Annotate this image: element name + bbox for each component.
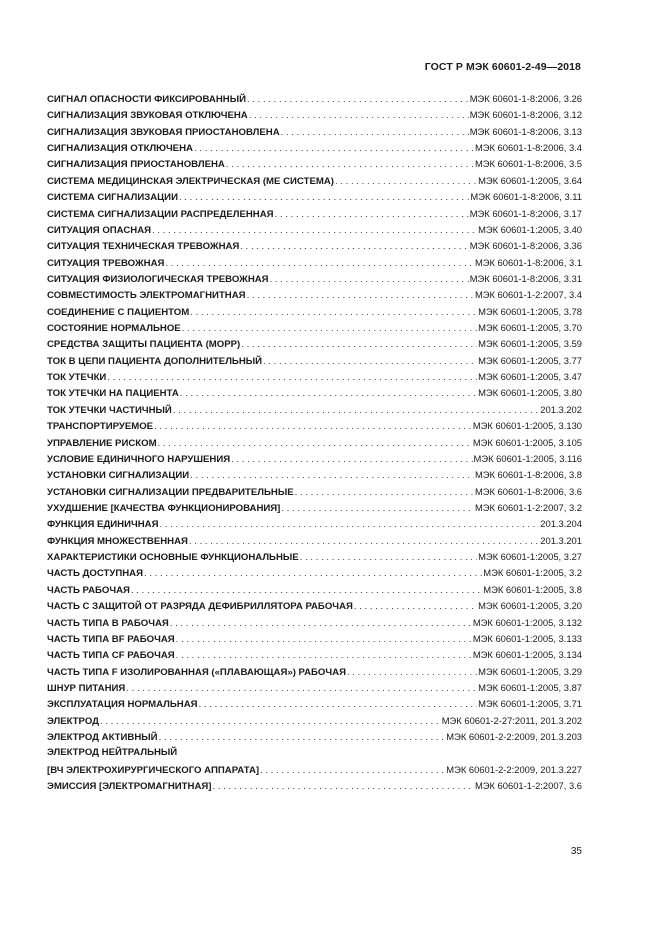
index-entry [47,598,582,614]
dot-leader [194,141,474,156]
index-reference: МЭК 60601-1:2005, 3.132 [472,616,582,628]
index-reference: МЭК 60601-1:2005, 3.59 [478,338,582,350]
index-reference: МЭК 60601-2-2:2009, 201.3.227 [446,763,582,775]
index-reference: МЭК 60601-1:2005, 3.47 [478,371,582,383]
index-reference: МЭК 60601-1-2:2007, 3.4 [474,289,582,301]
index-term: СИГНАЛИЗАЦИЯ ЗВУКОВАЯ ОТКЛЮЧЕНА [47,110,248,122]
dot-leader [275,207,469,222]
index-reference: МЭК 60601-1:2005, 3.8 [483,583,582,595]
index-term: УХУДШЕНИЕ [КАЧЕСТВА ФУНКЦИОНИРОВАНИЯ] [47,502,281,514]
index-reference: МЭК 60601-1:2005, 3.134 [472,649,582,661]
index-entry [47,631,582,647]
index-entry [47,91,582,107]
index-term: ЭЛЕКТРОД НЕЙТРАЛЬНЫЙ [47,747,178,759]
index-reference: МЭК 60601-1:2005, 3.70 [478,322,582,334]
index-entry [47,402,582,418]
index-term: ТРАНСПОРТИРУЕМОЕ [47,421,154,433]
dot-leader [180,386,477,401]
index-reference: МЭК 60601-1:2005, 3.130 [472,420,582,432]
index-term: ТОК УТЕЧКИ НА ПАЦИЕНТА [47,388,179,400]
index-entry [47,336,582,352]
index-entry [47,435,582,451]
dot-leader [270,272,469,287]
index-entry [47,173,582,189]
index-reference: МЭК 60601-1-2:2007, 3.6 [474,780,582,792]
index-term: ЧАСТЬ ТИПА CF РАБОЧАЯ [47,650,175,662]
index-term: СИТУАЦИЯ ТРЕВОЖНАЯ [47,257,165,269]
index-term: ЧАСТЬ ТИПА BF РАБОЧАЯ [47,633,175,645]
index-entry [47,140,582,156]
index-term: ШНУР ПИТАНИЯ [47,682,126,694]
dot-leader [160,517,540,532]
index-entry [47,533,582,549]
index-reference: МЭК 60601-1:2005, 3.71 [478,698,582,710]
index-term: ЧАСТЬ ДОСТУПНАЯ [47,568,144,580]
index-term: ЧАСТЬ ТИПА F ИЗОЛИРОВАННАЯ («ПЛАВАЮЩАЯ») РАБОЧАЯ [47,666,346,678]
index-reference: МЭК 60601-1-8:2006, 3.1 [474,256,582,268]
dot-leader [231,452,472,467]
index-term: ФУНКЦИЯ ЕДИНИЧНАЯ [47,519,159,531]
dot-leader [240,239,468,254]
index-reference: МЭК 60601-1-8:2006, 3.8 [474,469,582,481]
page-header-standard: ГОСТ Р МЭК 60601-2-49—2018 [424,61,581,73]
index-entry [47,713,582,729]
dot-leader [100,714,441,729]
page-number: 35 [570,846,582,857]
index-entry [47,222,582,238]
index-term: СИТУАЦИЯ ОПАСНАЯ [47,224,152,236]
index-term: ЭЛЕКТРОД АКТИВНЫЙ [47,732,158,744]
index-entry [47,451,582,467]
dot-leader [173,403,539,418]
index-reference: МЭК 60601-1:2005, 3.87 [478,681,582,693]
index-term: ЭМИССИЯ [ЭЛЕКТРОМАГНИТНАЯ] [47,781,212,793]
index-reference: МЭК 60601-1-8:2006, 3.31 [469,272,582,284]
index-entry [47,549,582,565]
dot-leader [241,337,477,352]
dot-leader [347,665,477,680]
dot-leader [170,616,472,631]
index-term: ЧАСТЬ ТИПА В РАБОЧАЯ [47,617,169,629]
index-entry [47,107,582,123]
term-index-list [47,91,582,794]
index-term: ТОК УТЕЧКИ [47,372,107,384]
dot-leader [159,730,446,745]
index-reference: МЭК 60601-1:2005, 3.116 [473,452,582,464]
index-entry [47,664,582,680]
index-reference: МЭК 60601-1-8:2006, 3.17 [469,207,582,219]
index-reference: МЭК 60601-2-2:2009, 201.3.203 [446,731,582,743]
index-entry [47,500,582,516]
dot-leader [158,436,472,451]
index-reference: 201.3.201 [540,534,582,546]
dot-leader [182,321,477,336]
dot-leader [165,256,474,271]
index-reference: МЭК 60601-1:2005, 3.2 [483,567,582,579]
index-term: СИТУАЦИЯ ФИЗИОЛОГИЧЕСКАЯ ТРЕВОЖНАЯ [47,273,269,285]
index-entry [47,680,582,696]
dot-leader [176,648,472,663]
index-entry [47,287,582,303]
dot-leader [199,697,478,712]
index-entry [47,565,582,581]
index-entry [47,320,582,336]
index-reference: МЭК 60601-1:2005, 3.27 [478,551,582,563]
index-entry [47,729,582,745]
index-reference: МЭК 60601-1-8:2006, 3.6 [474,485,582,497]
index-reference: МЭК 60601-1-8:2006, 3.11 [470,191,582,203]
index-term: УСТАНОВКИ СИГНАЛИЗАЦИИ [47,470,190,482]
index-entry [47,206,582,222]
index-reference: МЭК 60601-1-8:2006, 3.13 [469,125,582,137]
dot-leader [190,305,477,320]
dot-leader [189,534,539,549]
dot-leader [247,288,474,303]
index-term: УПРАВЛЕНИЕ РИСКОМ [47,437,157,449]
index-reference: МЭК 60601-2-27:2011, 201.3.202 [441,714,582,726]
index-entry [47,418,582,434]
index-term: ХАРАКТЕРИСТИКИ ОСНОВНЫЕ ФУНКЦИОНАЛЬНЫЕ [47,552,299,564]
index-entry [47,385,582,401]
index-term: ФУНКЦИЯ МНОЖЕСТВЕННАЯ [47,535,188,547]
index-term: СИТУАЦИЯ ТЕХНИЧЕСКАЯ ТРЕВОЖНАЯ [47,241,240,253]
index-reference: МЭК 60601-1:2005, 3.29 [478,665,582,677]
index-entry [47,353,582,369]
index-term: ЧАСТЬ С ЗАЩИТОЙ ОТ РАЗРЯДА ДЕФИБРИЛЛЯТОРА РАБОЧАЯ [47,601,353,613]
dot-leader [295,485,474,500]
dot-leader [126,681,477,696]
dot-leader [281,501,474,516]
index-entry [47,369,582,385]
index-reference: 201.3.202 [540,403,582,415]
dot-leader [354,599,477,614]
index-term: СИСТЕМА МЕДИЦИНСКАЯ ЭЛЕКТРИЧЕСКАЯ (МЕ СИСТЕМА) [47,175,334,187]
index-reference: МЭК 60601-1:2005, 3.64 [478,174,582,186]
index-term: ТОК УТЕЧКИ ЧАСТИЧНЫЙ [47,404,172,416]
index-entry [47,745,582,761]
dot-leader [263,354,477,369]
index-term: СИГНАЛИЗАЦИЯ ПРИОСТАНОВЛЕНА [47,159,225,171]
index-entry [47,762,582,778]
dot-leader [190,468,474,483]
dot-leader [179,190,469,205]
index-reference: МЭК 60601-1:2005, 3.40 [478,223,582,235]
index-term: СОЕДИНЕНИЕ С ПАЦИЕНТОМ [47,306,190,318]
index-term: [ВЧ ЭЛЕКТРОХИРУРГИЧЕСКОГО АППАРАТА] [47,764,260,776]
dot-leader [213,779,474,794]
index-term: ЭКСПЛУАТАЦИЯ НОРМАЛЬНАЯ [47,699,198,711]
index-reference: МЭК 60601-1:2005, 3.77 [478,354,582,366]
dot-leader [226,157,474,172]
dot-leader [249,108,469,123]
index-reference: МЭК 60601-1:2005, 3.105 [472,436,582,448]
index-entry [47,271,582,287]
index-reference: МЭК 60601-1-8:2006, 3.5 [474,158,582,170]
index-term: СИСТЕМА СИГНАЛИЗАЦИИ РАСПРЕДЕЛЕННАЯ [47,208,274,220]
dot-leader [281,125,469,140]
index-entry [47,647,582,663]
index-entry [47,255,582,271]
index-entry [47,304,582,320]
dot-leader [154,419,472,434]
index-reference: МЭК 60601-1:2005, 3.80 [478,387,582,399]
dot-leader [260,763,445,778]
index-term: ЧАСТЬ РАБОЧАЯ [47,584,130,596]
index-reference: МЭК 60601-1:2005, 3.133 [472,632,582,644]
index-entry [47,516,582,532]
dot-leader [247,92,469,107]
index-term: СОСТОЯНИЕ НОРМАЛЬНОЕ [47,323,181,335]
index-reference: 201.3.204 [540,518,582,530]
index-reference: МЭК 60601-1-8:2006, 3.36 [469,240,582,252]
index-entry [47,124,582,140]
index-term: СРЕДСТВА ЗАЩИТЫ ПАЦИЕНТА (МОРР) [47,339,241,351]
dot-leader [107,370,477,385]
dot-leader [335,174,477,189]
index-reference: МЭК 60601-1-8:2006, 3.26 [469,93,582,104]
index-term: СОВМЕСТИМОСТЬ ЭЛЕКТРОМАГНИТНАЯ [47,290,246,302]
index-term: ТОК В ЦЕПИ ПАЦИЕНТА ДОПОЛНИТЕЛЬНЫЙ [47,355,263,367]
index-entry [47,189,582,205]
index-term: СИГНАЛ ОПАСНОСТИ ФИКСИРОВАННЫЙ [47,94,247,105]
index-reference: МЭК 60601-1-8:2006, 3.12 [469,109,582,121]
index-term: ЭЛЕКТРОД [47,715,99,727]
index-term: СИГНАЛИЗАЦИЯ ОТКЛЮЧЕНА [47,143,193,155]
dot-leader [300,550,477,565]
dot-leader [176,632,472,647]
index-term: СИГНАЛИЗАЦИЯ ЗВУКОВАЯ ПРИОСТАНОВЛЕНА [47,126,280,138]
index-term: УСЛОВИЕ ЕДИНИЧНОГО НАРУШЕНИЯ [47,453,231,465]
index-reference: МЭК 60601-1-8:2006, 3.4 [474,142,582,154]
index-entry [47,467,582,483]
index-entry [47,156,582,172]
index-reference: МЭК 60601-1-2:2007, 3.2 [474,501,582,513]
index-entry [47,696,582,712]
dot-leader [144,566,482,581]
dot-leader [152,223,477,238]
index-entry [47,484,582,500]
index-term: СИСТЕМА СИГНАЛИЗАЦИИ [47,192,178,204]
index-reference: МЭК 60601-1:2005, 3.78 [478,305,582,317]
index-entry [47,582,582,598]
dot-leader [131,583,482,598]
index-reference: МЭК 60601-1:2005, 3.20 [478,600,582,612]
index-entry [47,778,582,794]
index-entry [47,238,582,254]
index-term: УСТАНОВКИ СИГНАЛИЗАЦИИ ПРЕДВАРИТЕЛЬНЫЕ [47,486,294,498]
index-entry [47,615,582,631]
